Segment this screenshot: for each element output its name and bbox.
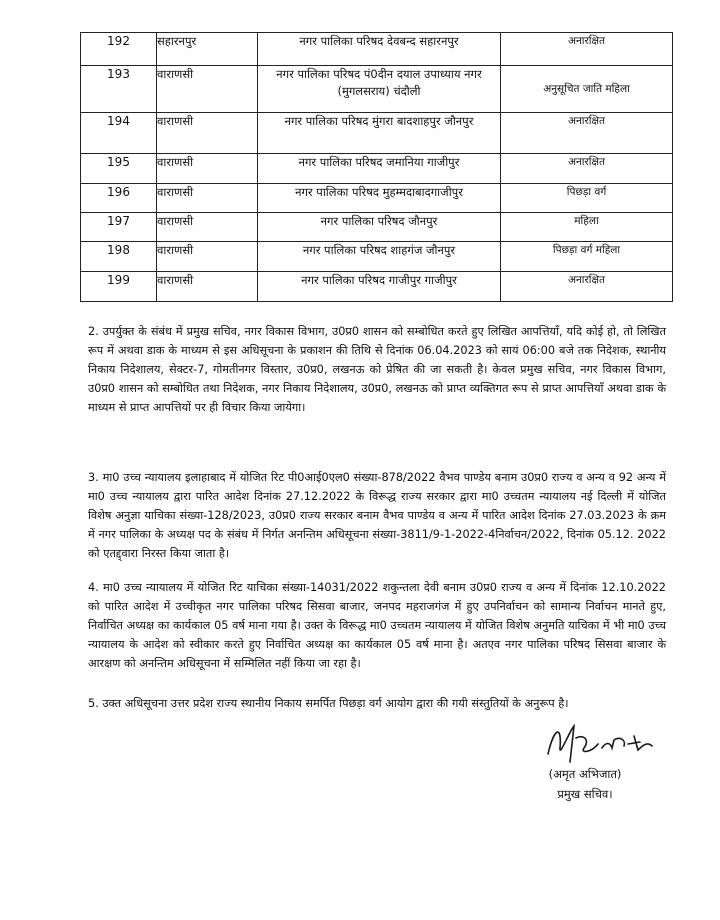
division-cell: सहारनपुर <box>157 33 258 66</box>
table-row <box>81 242 673 272</box>
table-row <box>81 213 673 242</box>
municipality-name-cell: नगर पालिका परिषद जौनपुर <box>258 213 501 242</box>
paragraph-2-objections: 2. उपर्युक्त के संबंध में प्रमुख सचिव, नगर विकास विभाग, उ0प्र0 शासन को सम्बोधित करते हुए लिखित आपत्तियाँ, यदि कोई हो, तो लिखित रूप में अथवा डाक के माध्यम से इस अधिसूचना के प्रकाशन की तिथि से दिनांक 06.04.2023 को सायं 06:00 बजे तक निदेशक, स्थानीय निकाय निदेशालय, सेक्टर-7, गोमतीनगर विस्तार, उ0प्र0, लखनऊ को प्रेषित की जा सकती है। केवल प्रमुख सचिव, नगर विकास विभाग, उ0प्र0 शासन को सम्बोधित तथा निदेशक, नगर निकाय निदेशालय, उ0प्र0, लखनऊ को प्राप्त व्यक्तिगत रूप से प्राप्त आपत्तियाँ अथवा डाक के माध्यम से प्राप्त आपत्तियों पर ही विचार किया जायेगा। <box>88 325 666 414</box>
serial-number-cell: 195 <box>81 154 157 184</box>
municipality-name-cell: नगर पालिका परिषद गाजीपुर गाजीपुर <box>258 272 501 302</box>
table-row <box>81 66 673 113</box>
serial-number-cell: 193 <box>81 66 157 113</box>
municipality-name-cell: नगर पालिका परिषद मुहम्मदाबादगाजीपुर <box>258 184 501 213</box>
reservation-table <box>80 32 673 302</box>
table-row <box>81 184 673 213</box>
paragraph-3-court-order: 3. मा0 उच्च न्यायालय इलाहाबाद में योजित रिट पी0आई0एल0 संख्या-878/2022 वैभव पाण्डेय बनाम उ0प्र0 राज्य व अन्य व 92 अन्य में मा0 उच्च न्यायालय द्वारा पारित आदेश दिनांक 27.12.2022 के विरूद्ध राज्य सरकार द्वारा मा0 उच्चतम न्यायालय नई दिल्ली में योजित विशेष अनुज्ञा याचिका संख्या-128/2023, उ0प्र0 राज्य सरकार बनाम वैभव पाण्डेय व अन्य में पारित आदेश दिनांक 27.03.2023 के क्रम में नगर पालिका के अध्यक्ष पद के संबंध में निर्गत अनन्तिम अधिसूचना संख्या-3811/9-1-2022-4निर्वाचन/2022, दिनांक 05.12. 2022 को एतद्द्वारा निरस्त किया जाता है। <box>88 471 666 560</box>
table-row <box>81 154 673 184</box>
division-cell: वाराणसी <box>157 113 258 154</box>
serial-number-cell: 194 <box>81 113 157 154</box>
division-cell: वाराणसी <box>157 154 258 184</box>
reservation-category-cell: अनारक्षित <box>501 113 673 154</box>
reservation-category-cell: अनारक्षित <box>501 272 673 302</box>
handwritten-signature <box>540 718 660 768</box>
municipality-name-cell: नगर पालिका परिषद देवबन्द सहारनपुर <box>258 33 501 66</box>
table-row <box>81 33 673 66</box>
signatory-block <box>525 764 645 804</box>
reservation-category-cell: अनुसूचित जाति महिला <box>501 66 673 113</box>
signatory-name: (अमृत अभिजात) <box>548 767 622 781</box>
serial-number-cell: 199 <box>81 272 157 302</box>
reservation-category-cell: पिछड़ा वर्ग <box>501 184 673 213</box>
division-cell: वाराणसी <box>157 213 258 242</box>
reservation-table-body <box>81 33 673 302</box>
division-cell: वाराणसी <box>157 272 258 302</box>
table-row <box>81 272 673 302</box>
paragraph-4-siswa-bazar: 4. मा0 उच्च न्यायालय में योजित रिट याचिका संख्या-14031/2022 शकुन्तला देवी बनाम उ0प्र0 राज्य व अन्य में दिनांक 12.10.2022 को पारित आदेश में उच्चीकृत नगर पालिका परिषद सिसवा बाजार, जनपद महराजगंज में हुए उपनिर्वाचन को सामान्य निर्वाचन मानते हुए, निर्वाचित अध्यक्ष का कार्यकाल 05 वर्ष माना गया है। उक्त के विरूद्ध मा0 उच्चतम न्यायालय में योजित विशेष अनुमति याचिका में भी मा0 उच्च न्यायालय के आदेश को स्वीकार करते हुए निर्वाचित अध्यक्ष का कार्यकाल 05 वर्ष माना है। अतएव नगर पालिका परिषद सिसवा बाजार के आरक्षण को अनन्तिम अधिसूचना में सम्मिलित नहीं किया जा रहा है। <box>88 581 666 670</box>
serial-number-cell: 196 <box>81 184 157 213</box>
reservation-category-cell: महिला <box>501 213 673 242</box>
division-cell: वाराणसी <box>157 66 258 113</box>
municipality-name-cell: नगर पालिका परिषद शाहगंज जौनपुर <box>258 242 501 272</box>
signatory-designation: प्रमुख सचिव। <box>557 787 613 801</box>
division-cell: वाराणसी <box>157 184 258 213</box>
table-row <box>81 113 673 154</box>
reservation-category-cell: अनारक्षित <box>501 33 673 66</box>
reservation-category-cell: अनारक्षित <box>501 154 673 184</box>
municipality-name-cell: नगर पालिका परिषद मुंगरा बादशाहपुर जौनपुर <box>258 113 501 154</box>
serial-number-cell: 197 <box>81 213 157 242</box>
serial-number-cell: 198 <box>81 242 157 272</box>
paragraph-5-commission: 5. उक्त अधिसूचना उत्तर प्रदेश राज्य स्थानीय निकाय समर्पित पिछड़ा वर्ग आयोग द्वारा की गयी संस्तुतियों के अनुरूप है। <box>88 697 569 710</box>
municipality-name-cell: नगर पालिका परिषद पं0दीन दयाल उपाध्याय नगर (मुगलसराय) चंदौली <box>258 66 501 113</box>
serial-number-cell: 192 <box>81 33 157 66</box>
reservation-category-cell: पिछड़ा वर्ग महिला <box>501 242 673 272</box>
division-cell: वाराणसी <box>157 242 258 272</box>
municipality-name-cell: नगर पालिका परिषद जमानिया गाजीपुर <box>258 154 501 184</box>
